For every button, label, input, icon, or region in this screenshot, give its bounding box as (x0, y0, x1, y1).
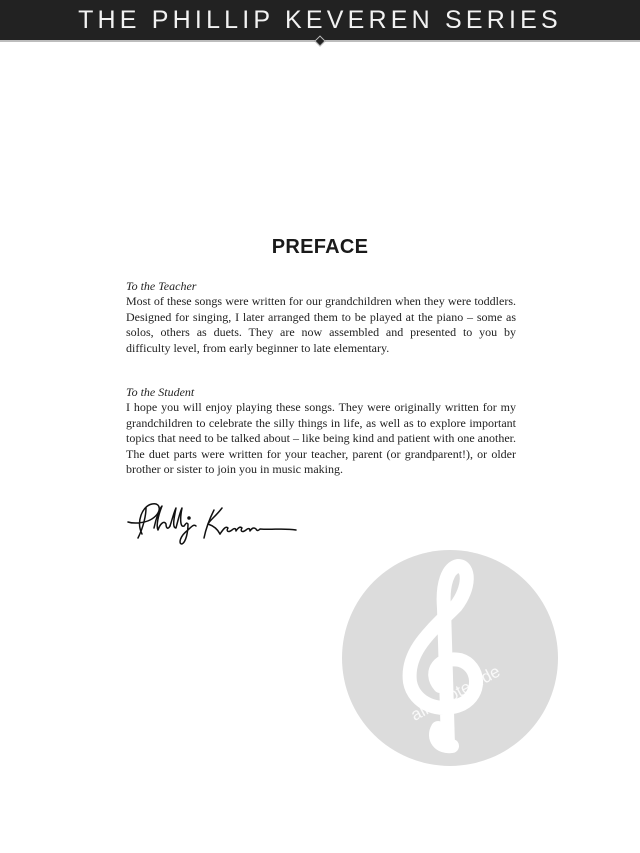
series-title: THE PHILLIP KEVEREN SERIES (78, 6, 562, 34)
teacher-heading: To the Teacher (126, 279, 197, 293)
series-header (0, 0, 640, 40)
student-section (126, 385, 516, 478)
teacher-paragraph: Most of these songs were written for our grandchildren when they were toddlers. Designed for singing, I later arranged them to be played at the piano – some as solos, others as duets. They are now assembled and presented to you by difficulty level, from early beginner to late elementary. (126, 294, 516, 355)
student-heading: To the Student (126, 385, 195, 399)
student-paragraph: I hope you will enjoy playing these songs. They were originally written for my grandchildren to celebrate the silly things in life, as well as to explore important topics that need to be talked about – like being kind and patient with one another. The duet parts were written for your teacher, parent (or grandparent!), or older brother or sister to join you in music making. (126, 400, 516, 476)
teacher-section (126, 279, 516, 356)
page-title: PREFACE (271, 236, 369, 258)
watermark-text: alle-noten.de (407, 661, 504, 725)
signature-icon (122, 498, 302, 550)
watermark (340, 548, 560, 768)
